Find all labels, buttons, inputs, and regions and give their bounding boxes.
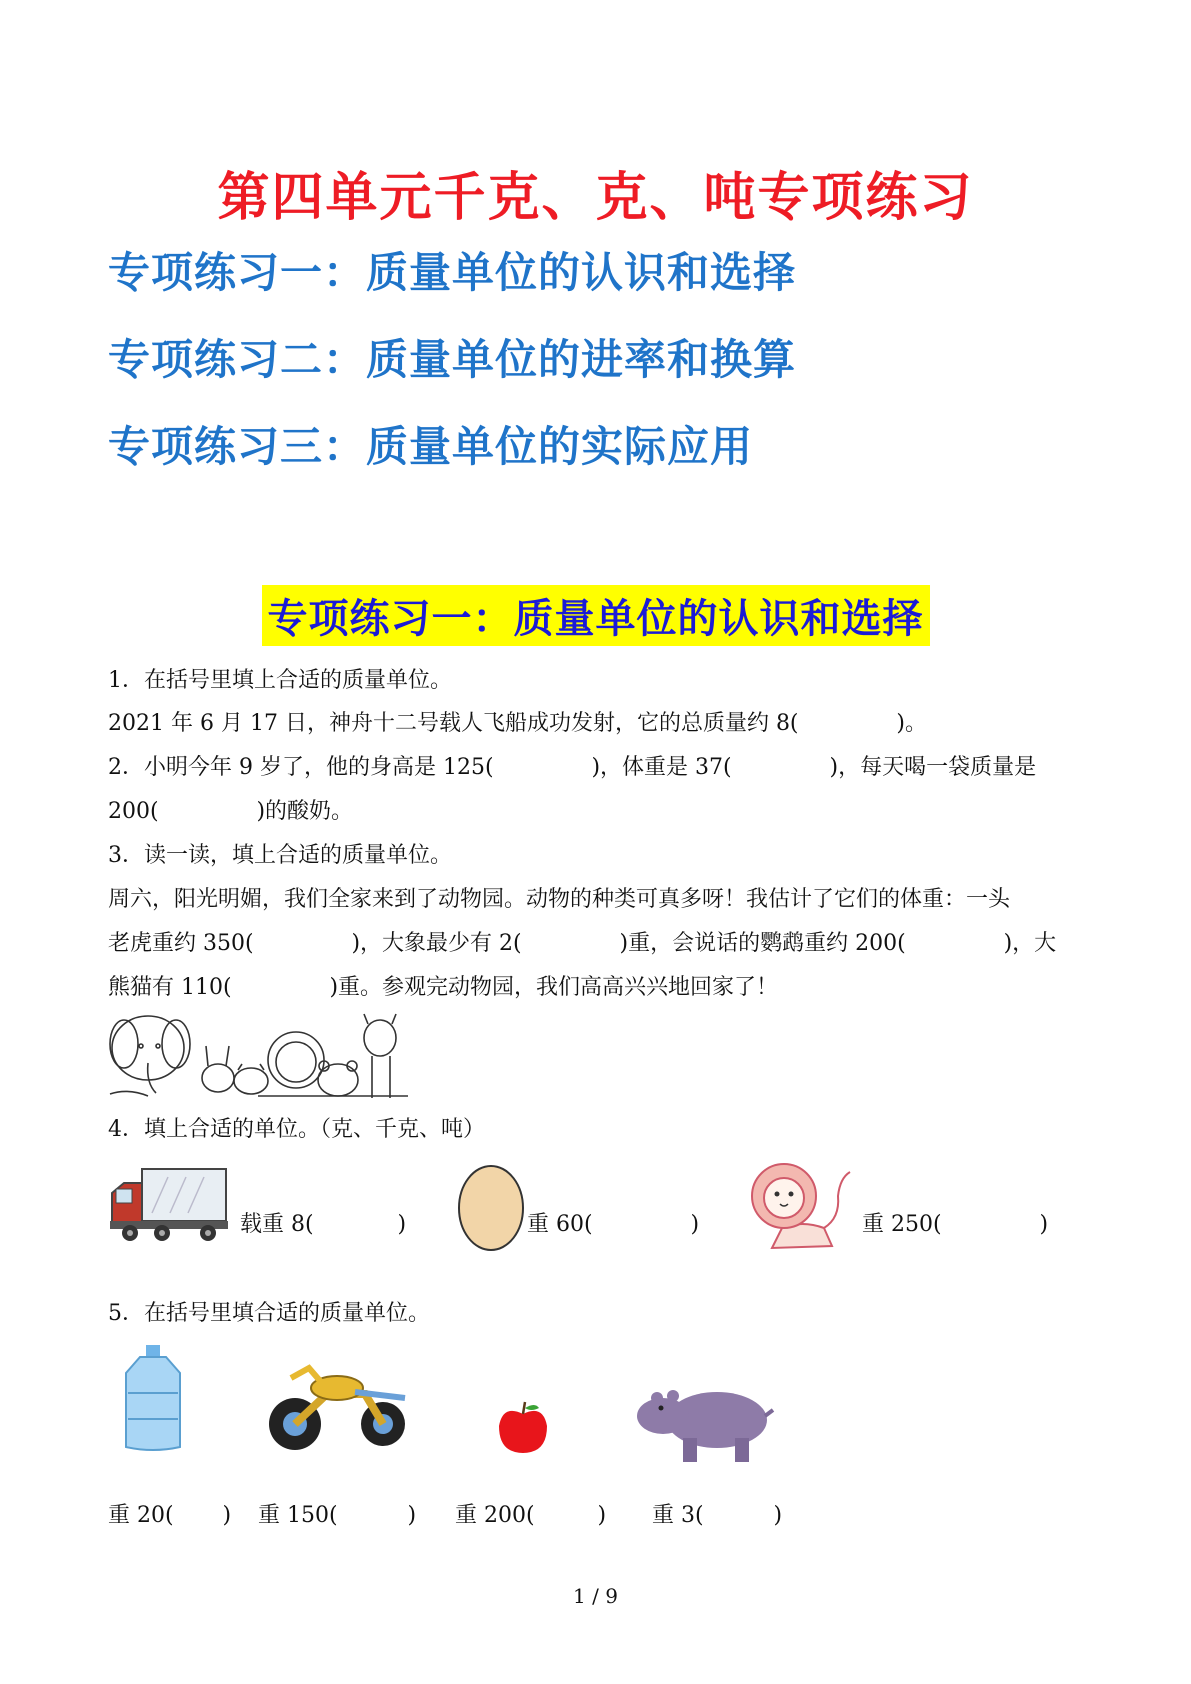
question-5: 5．在括号里填合适的质量单位。	[108, 1301, 430, 1326]
question-1: 1．在括号里填上合适的质量单位。	[108, 668, 452, 693]
q5-bottle-label: 重 20( )	[108, 1503, 232, 1528]
motorcycle-icon	[265, 1358, 415, 1454]
section-heading: 专项练习一：质量单位的认识和选择	[262, 585, 930, 646]
q4-egg-label: 重 60( )	[527, 1212, 700, 1237]
q5-hippo-label: 重 3( )	[652, 1503, 783, 1528]
toc-item-1: 专项练习一：质量单位的认识和选择	[108, 248, 797, 297]
question-1-text: 2021 年 6 月 17 日，神舟十二号载人飞船成功发射，它的总质量约 8( )。	[108, 711, 928, 736]
question-2: 2．小明今年 9 岁了，他的身高是 125( )，体重是 37( )，每天喝一袋质量是	[108, 755, 1037, 780]
egg-icon	[455, 1160, 527, 1252]
question-2-cont: 200( )的酸奶。	[108, 799, 354, 824]
hippo-icon	[635, 1380, 775, 1466]
toc-item-3: 专项练习三：质量单位的实际应用	[108, 422, 754, 471]
apple-icon	[495, 1400, 551, 1456]
question-3: 3．读一读，填上合适的质量单位。	[108, 843, 452, 868]
q4-truck-label: 载重 8( )	[240, 1212, 407, 1237]
animals-sketch-icon	[108, 1008, 408, 1100]
truck-icon	[108, 1163, 230, 1243]
question-3-text-1: 周六，阳光明媚，我们全家来到了动物园。动物的种类可真多呀！我估计了它们的体重：一头	[108, 887, 1011, 912]
q5-apple-label: 重 200( )	[455, 1503, 607, 1528]
lion-icon	[742, 1158, 860, 1258]
section-heading-wrap	[0, 585, 1191, 646]
question-3-text-2: 老虎重约 350( )，大象最少有 2( )重，会说话的鹦鹉重约 200( )，大	[108, 931, 1057, 956]
page-title: 第四单元千克、克、吨专项练习	[217, 168, 974, 228]
water-bottle-icon	[118, 1343, 188, 1453]
toc-item-2: 专项练习二：质量单位的进率和换算	[108, 335, 797, 384]
q5-motorcycle-label: 重 150( )	[258, 1503, 417, 1528]
page-number: 1 / 9	[573, 1584, 618, 1608]
question-3-text-3: 熊猫有 110( )重。参观完动物园，我们高高兴兴地回家了！	[108, 975, 779, 1000]
q4-lion-label: 重 250( )	[862, 1212, 1049, 1237]
question-4: 4．填上合适的单位。（克、千克、吨）	[108, 1117, 485, 1142]
